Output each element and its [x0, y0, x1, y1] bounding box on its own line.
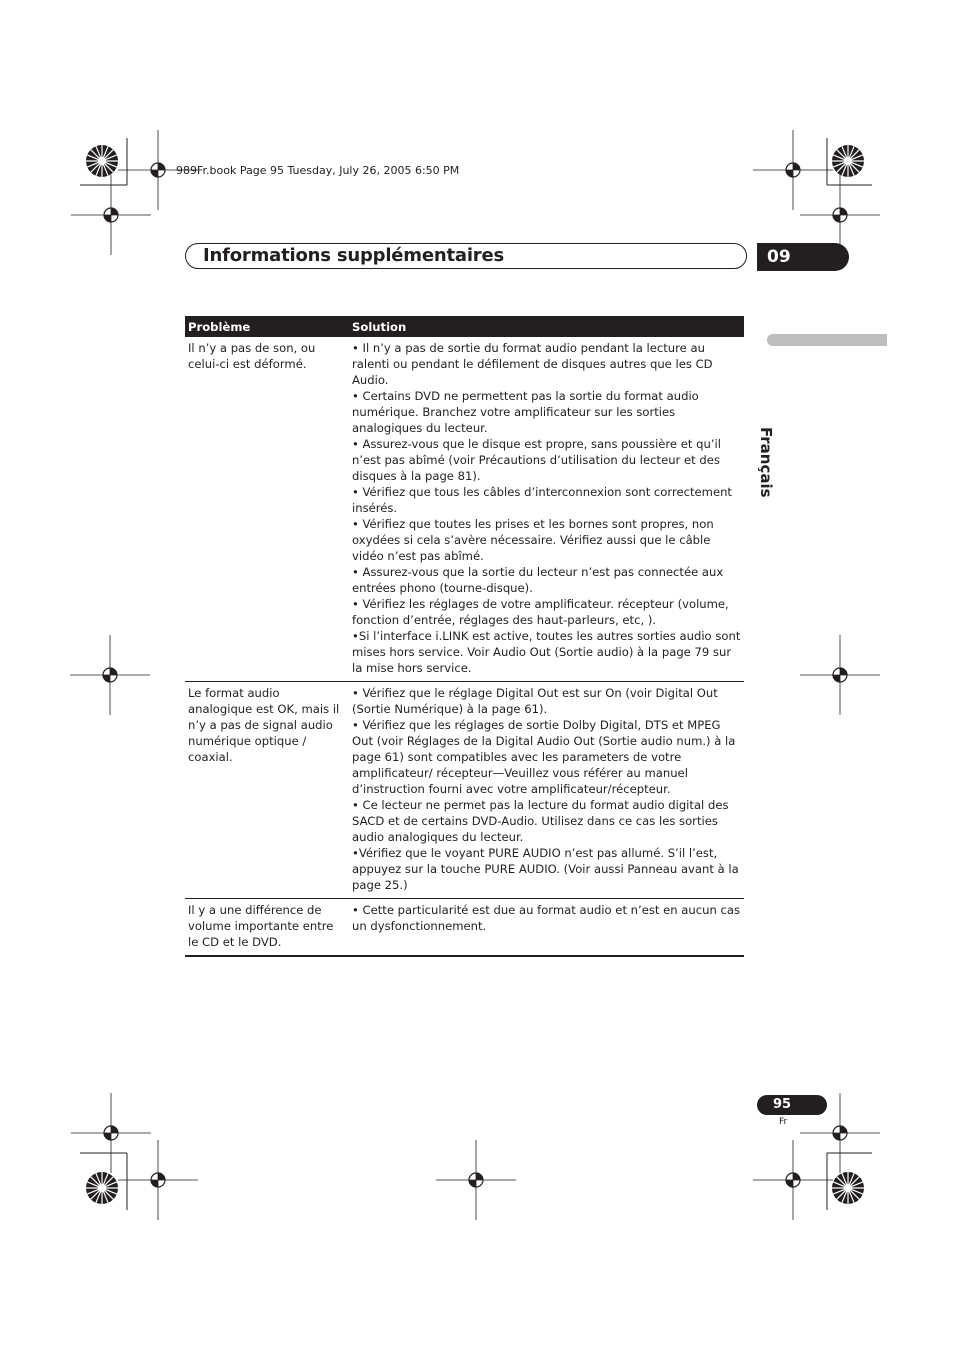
- solution-item: • Vérifiez que les réglages de sortie Dolby Digital, DTS et MPEG Out (voir Réglages de la Digital Audio Out (Sortie audio num.) à la page 61) sont compatibles avec les parameters de votre amplificateur/ récepteur—Veuillez vous référer au manuel d’instruction fourni avec votre amplificateur/récepteur.: [352, 718, 736, 796]
- solution-item: •Vérifiez que le voyant PURE AUDIO n’est pas allumé. S’il l’est, appuyez sur la touche PURE AUDIO. (Voir aussi Panneau avant à la page 25.): [352, 846, 739, 892]
- solution-cell: [349, 682, 744, 899]
- page-language-code: Fr: [779, 1117, 788, 1127]
- column-header-problem: Problème: [185, 316, 349, 337]
- table-header-row: [185, 316, 744, 337]
- solution-item: • Certains DVD ne permettent pas la sortie du format audio numérique. Branchez votre amplificateur sur les sorties analogiques du lecteur.: [352, 389, 699, 435]
- solution-item: • Il n’y a pas de sortie du format audio pendant la lecture au ralenti ou pendant le défilement de disques autres que les CD Audio.: [352, 341, 713, 387]
- solution-cell: [349, 337, 744, 682]
- solution-item: • Vérifiez que tous les câbles d’interconnexion sont correctement insérés.: [352, 485, 732, 515]
- solution-item: •Si l’interface i.LINK est active, toutes les autres sorties audio sont mises hors service. Voir Audio Out (Sortie audio) à la page 79 sur la mise hors service.: [352, 629, 741, 675]
- book-info: 989Fr.book Page 95 Tuesday, July 26, 2005 6:50 PM: [176, 164, 460, 177]
- solution-item: • Assurez-vous que la sortie du lecteur n’est pas connectée aux entrées phono (tourne-disque).: [352, 565, 724, 595]
- solution-item: • Cette particularité est due au format audio et n’est en aucun cas un dysfonctionnement.: [352, 903, 740, 933]
- solution-item: • Vérifiez que le réglage Digital Out est sur On (voir Digital Out (Sortie Numérique) à la page 61).: [352, 686, 718, 716]
- problem-cell: Le format audio analogique est OK, mais il n’y a pas de signal audio numérique optique / coaxial.: [185, 682, 349, 899]
- solution-item: • Assurez-vous que le disque est propre, sans poussière et qu’il n’est pas abîmé (voir Précautions d’utilisation du lecteur et des disques à la page 81).: [352, 437, 721, 483]
- solution-item: • Vérifiez les réglages de votre amplificateur. récepteur (volume, fonction d’entrée, réglages des haut-parleurs, etc, ).: [352, 597, 729, 627]
- table-row: [185, 337, 744, 682]
- solution-cell: [349, 899, 744, 957]
- problem-cell: Il y a une différence de volume importante entre le CD et le DVD.: [185, 899, 349, 957]
- solution-item: • Ce lecteur ne permet pas la lecture du format audio digital des SACD et de certains DVD-Audio. Utilisez dans ce cas les sorties audio analogiques du lecteur.: [352, 798, 729, 844]
- table-row: [185, 899, 744, 957]
- problem-cell: Il n’y a pas de son, ou celui-ci est déformé.: [185, 337, 349, 682]
- page-title: Informations supplémentaires: [203, 245, 504, 266]
- column-header-solution: Solution: [349, 316, 744, 337]
- language-label: Français: [757, 427, 775, 498]
- table-row: [185, 682, 744, 899]
- solution-item: • Vérifiez que toutes les prises et les bornes sont propres, non oxydées si cela s’avère nécessaire. Vérifiez aussi que le câble vidéo n’est pas abîmé.: [352, 517, 714, 563]
- chapter-badge: 09: [757, 243, 849, 271]
- language-tab: [767, 334, 887, 346]
- page-number: 95: [757, 1095, 827, 1115]
- target-mark-icon: [86, 145, 118, 177]
- troubleshooting-table: [185, 316, 744, 957]
